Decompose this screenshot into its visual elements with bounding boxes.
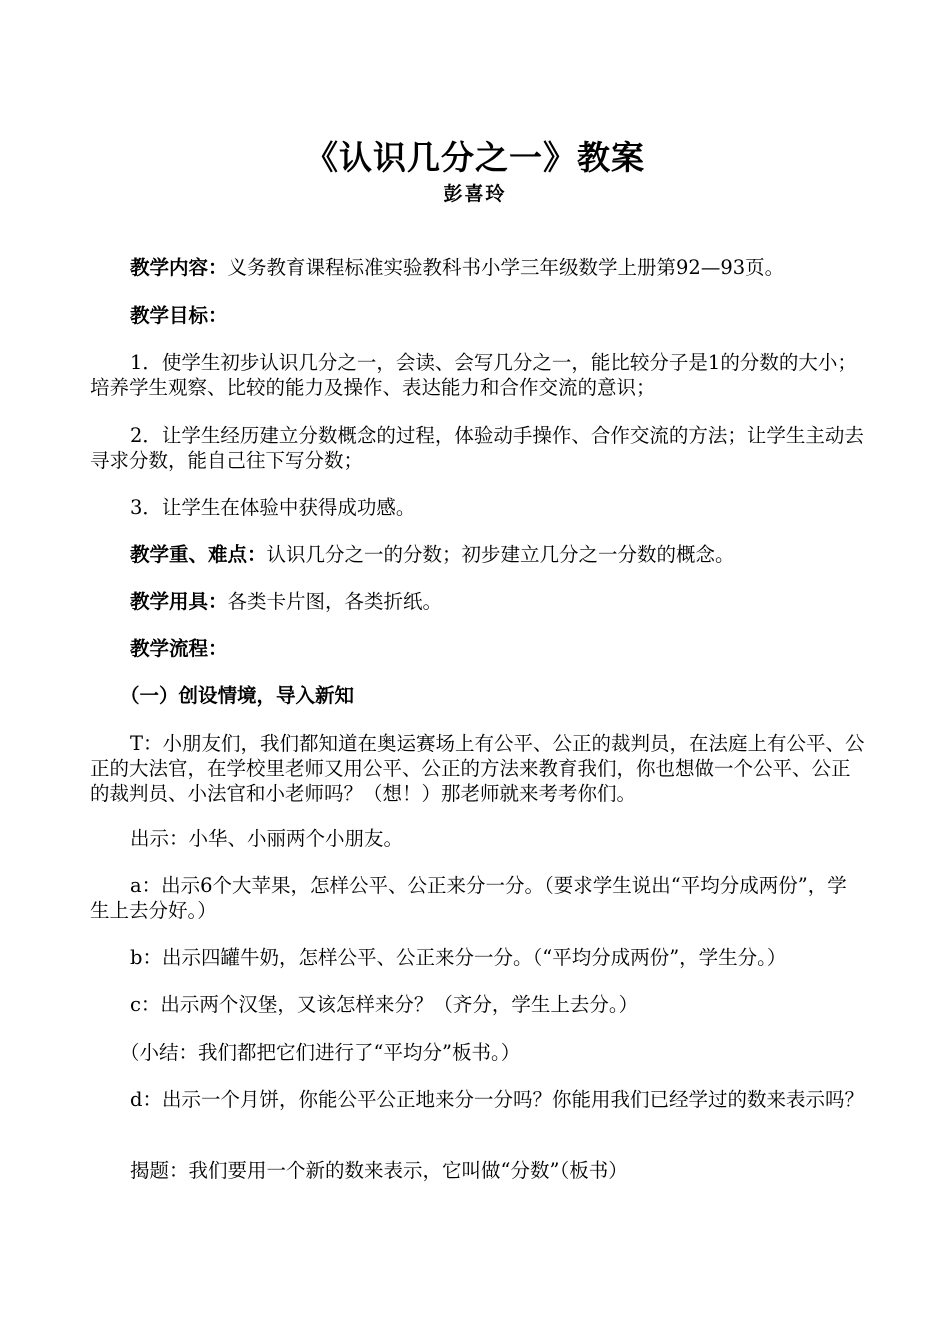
key-points-label: 教学重、难点： xyxy=(130,543,267,566)
paragraph: （小结：我们都把它们进行了“平均分”板书。） xyxy=(120,1041,521,1064)
objective-item: 3．让学生在体验中获得成功感。 xyxy=(130,496,416,519)
teaching-tools xyxy=(90,589,865,614)
paragraph: 出示：小华、小丽两个小朋友。 xyxy=(130,827,404,850)
teaching-content-text: 义务教育课程标准实验教科书小学三年级数学上册第92—93页。 xyxy=(227,256,785,279)
paragraph: 揭题：我们要用一个新的数来表示，它叫做“分数”（板书） xyxy=(130,1159,628,1182)
teaching-flow-heading: 教学流程： xyxy=(130,637,228,660)
teaching-tools-text: 各类卡片图，各类折纸。 xyxy=(227,590,443,613)
document-author: 彭喜玲 xyxy=(443,183,507,205)
paragraph: c：出示两个汉堡，又该怎样来分？（齐分，学生上去分。） xyxy=(130,993,639,1016)
section-heading: （一）创设情境，导入新知 xyxy=(120,684,355,707)
document-title: 《认识几分之一》教案 xyxy=(305,138,645,177)
key-points xyxy=(90,542,865,567)
objective-item: 2．让学生经历建立分数概念的过程，体验动手操作、合作交流的方法；让学生主动去寻求分数，能自己往下写分数； xyxy=(90,424,864,472)
teaching-tools-label: 教学用具： xyxy=(130,590,228,613)
teaching-objectives-heading: 教学目标： xyxy=(130,304,228,327)
teaching-content-label: 教学内容： xyxy=(130,256,228,279)
paragraph: d：出示一个月饼，你能公平公正地来分一分吗？你能用我们已经学过的数来表示吗？ xyxy=(130,1088,864,1111)
teaching-content xyxy=(90,255,865,280)
objective-item: 1．使学生初步认识几分之一，会读、会写几分之一，能比较分子是1的分数的大小；培养学生观察、比较的能力及操作、表达能力和合作交流的意识； xyxy=(90,351,857,399)
paragraph: a：出示6个大苹果，怎样公平、公正来分一分。（要求学生说出“平均分成两份”，学生上去分好。） xyxy=(90,874,847,922)
paragraph: T：小朋友们，我们都知道在奥运赛场上有公平、公正的裁判员，在法庭上有公平、公正的大法官，在学校里老师又用公平、公正的方法来教育我们，你也想做一个公平、公正的裁判员、小法官和小老师吗？（想！）那老师就来考考你们。 xyxy=(90,732,865,805)
key-points-text: 认识几分之一的分数；初步建立几分之一分数的概念。 xyxy=(266,543,735,566)
paragraph: b：出示四罐牛奶，怎样公平、公正来分一分。（“平均分成两份”，学生分。） xyxy=(130,946,787,969)
